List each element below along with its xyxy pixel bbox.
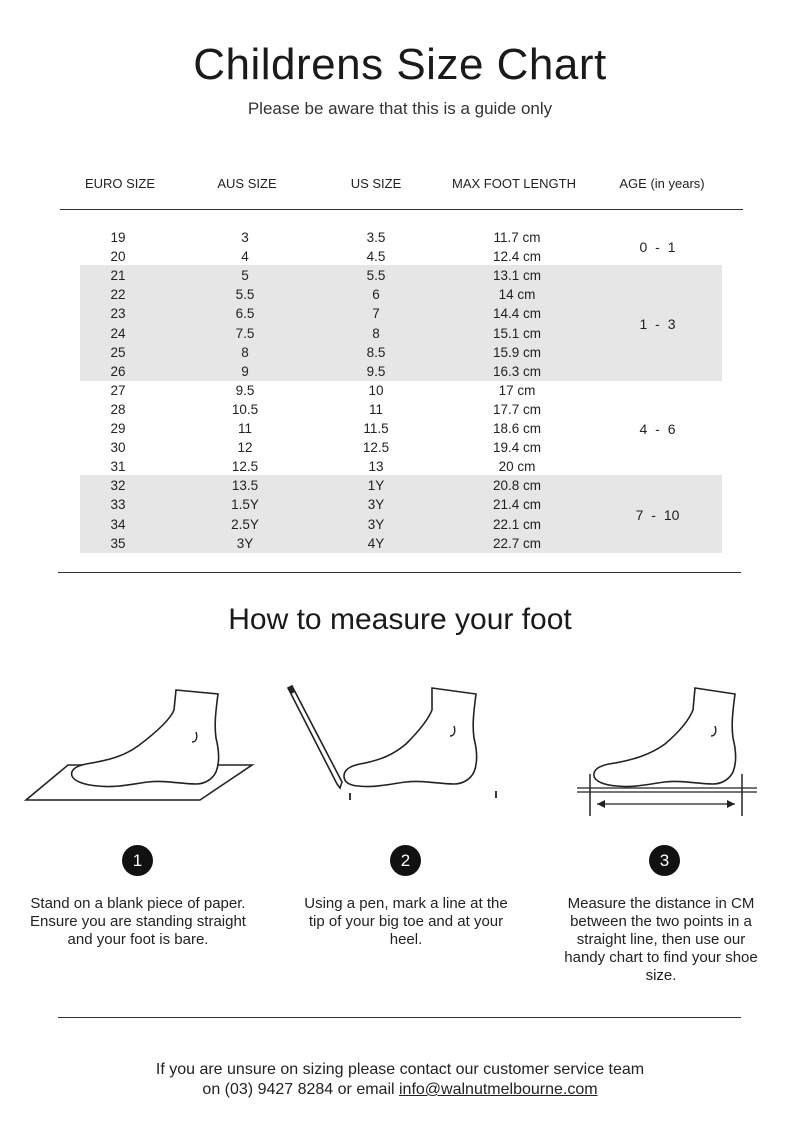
table-row bbox=[0, 476, 800, 495]
euro-size-cell: 25 bbox=[110, 344, 126, 360]
foot-length-cell: 22.1 cm bbox=[492, 516, 542, 532]
us-size-cell: 6 bbox=[372, 287, 380, 303]
foot-length-cell: 19.4 cm bbox=[492, 440, 542, 456]
footer-contact bbox=[0, 1060, 800, 1100]
age-group-label: 0 - 1 bbox=[639, 239, 676, 256]
table-bottom-rule bbox=[58, 572, 741, 573]
us-size-cell: 8.5 bbox=[366, 344, 386, 360]
us-size-cell: 3Y bbox=[367, 516, 385, 532]
aus-size-cell: 9.5 bbox=[235, 382, 255, 398]
aus-size-cell: 7.5 bbox=[235, 325, 255, 341]
aus-size-cell: 3 bbox=[241, 230, 249, 245]
aus-size-cell: 5 bbox=[241, 268, 249, 284]
page-title: Childrens Size Chart bbox=[193, 40, 607, 89]
footer-phone-text: on (03) 9427 8284 or email bbox=[202, 1081, 399, 1098]
foot-length-cell: 15.9 cm bbox=[492, 344, 542, 360]
aus-size-cell: 6.5 bbox=[235, 306, 255, 322]
us-size-cell: 11 bbox=[368, 401, 383, 417]
foot-length-cell: 17.7 cm bbox=[492, 401, 542, 417]
us-size-cell: 3.5 bbox=[366, 230, 386, 245]
aus-size-cell: 8 bbox=[241, 344, 249, 360]
age-group-label: 7 - 10 bbox=[635, 506, 680, 523]
euro-size-cell: 21 bbox=[110, 268, 126, 284]
us-size-cell: 3Y bbox=[367, 497, 385, 513]
footer-line-1: If you are unsure on sizing please contact our customer service team bbox=[155, 1061, 645, 1078]
euro-size-cell: 26 bbox=[110, 363, 126, 379]
age-group-label: 1 - 3 bbox=[639, 315, 676, 332]
foot-length-cell: 20.8 cm bbox=[492, 478, 542, 494]
euro-size-cell: 27 bbox=[110, 382, 126, 398]
foot-on-paper-illustration bbox=[20, 680, 260, 805]
us-size-cell: 8 bbox=[372, 325, 380, 341]
column-header-age: AGE (in years) bbox=[619, 176, 705, 191]
step-1-badge: 1 bbox=[122, 845, 153, 876]
euro-size-cell: 22 bbox=[110, 287, 126, 303]
table-row bbox=[0, 285, 800, 304]
table-row bbox=[0, 266, 800, 285]
aus-size-cell: 3Y bbox=[236, 535, 254, 551]
table-header bbox=[0, 176, 800, 196]
euro-size-cell: 32 bbox=[110, 478, 126, 494]
us-size-cell: 1Y bbox=[367, 478, 385, 494]
euro-size-cell: 19 bbox=[110, 230, 126, 245]
aus-size-cell: 5.5 bbox=[235, 287, 255, 303]
column-header-foot-length: MAX FOOT LENGTH bbox=[452, 176, 576, 191]
euro-size-cell: 29 bbox=[110, 421, 126, 436]
foot-length-cell: 15.1 cm bbox=[492, 325, 542, 341]
foot-length-cell: 22.7 cm bbox=[492, 535, 542, 551]
footer-line-2 bbox=[0, 1080, 800, 1100]
aus-size-cell: 2.5Y bbox=[231, 516, 259, 532]
table-row bbox=[0, 438, 800, 457]
us-size-cell: 10 bbox=[368, 382, 384, 398]
euro-size-cell: 33 bbox=[110, 497, 126, 513]
euro-size-cell: 35 bbox=[110, 535, 126, 551]
foot-length-cell: 14 cm bbox=[498, 287, 536, 303]
email-link[interactable]: info@walnutmelbourne.com bbox=[399, 1081, 598, 1098]
euro-size-cell: 24 bbox=[110, 325, 126, 341]
us-size-cell: 11.5 bbox=[363, 421, 389, 436]
measuring-illustration bbox=[575, 680, 765, 825]
table-row bbox=[0, 457, 800, 476]
euro-size-cell: 30 bbox=[110, 440, 126, 456]
euro-size-cell: 20 bbox=[110, 249, 126, 265]
euro-size-cell: 34 bbox=[110, 516, 126, 532]
column-header-euro: EURO SIZE bbox=[84, 176, 156, 191]
aus-size-cell: 11 bbox=[237, 421, 252, 436]
aus-size-cell: 12.5 bbox=[231, 459, 259, 475]
us-size-cell: 5.5 bbox=[366, 268, 386, 284]
aus-size-cell: 13.5 bbox=[231, 478, 259, 494]
step-2-badge: 2 bbox=[390, 845, 421, 876]
table-top-rule bbox=[60, 209, 743, 210]
column-header-us: US SIZE bbox=[350, 176, 402, 191]
foot-length-cell: 16.3 cm bbox=[492, 363, 542, 379]
table-row bbox=[0, 400, 800, 419]
euro-size-cell: 31 bbox=[110, 459, 126, 475]
aus-size-cell: 1.5Y bbox=[231, 497, 259, 513]
us-size-cell: 9.5 bbox=[366, 363, 386, 379]
step-3-text: Measure the distance in CM between the two points in a straight line, then use our handy chart to find your shoe size. bbox=[564, 895, 758, 984]
footer-rule bbox=[58, 1017, 741, 1018]
aus-size-cell: 9 bbox=[241, 363, 249, 379]
us-size-cell: 4.5 bbox=[366, 249, 386, 265]
table-row bbox=[0, 381, 800, 400]
foot-length-cell: 13.1 cm bbox=[492, 268, 542, 284]
foot-length-cell: 18.6 cm bbox=[492, 421, 542, 436]
page-subtitle: Please be aware that this is a guide only bbox=[247, 99, 553, 118]
pen-marking-illustration bbox=[282, 680, 522, 805]
us-size-cell: 13 bbox=[368, 459, 384, 475]
foot-length-cell: 17 cm bbox=[498, 382, 536, 398]
us-size-cell: 7 bbox=[372, 306, 380, 322]
euro-size-cell: 28 bbox=[110, 401, 126, 417]
table-row bbox=[0, 362, 800, 381]
step-3-badge: 3 bbox=[649, 845, 680, 876]
foot-length-cell: 20 cm bbox=[498, 459, 536, 475]
aus-size-cell: 4 bbox=[241, 249, 249, 265]
foot-length-cell: 11.7 cm bbox=[493, 230, 541, 245]
us-size-cell: 4Y bbox=[367, 535, 385, 551]
step-1-text: Stand on a blank piece of paper. Ensure you are standing straight and your foot is bare. bbox=[30, 895, 246, 948]
measure-title: How to measure your foot bbox=[228, 603, 572, 636]
aus-size-cell: 12 bbox=[237, 440, 253, 456]
column-header-aus: AUS SIZE bbox=[217, 176, 277, 191]
foot-length-cell: 12.4 cm bbox=[492, 249, 542, 265]
foot-length-cell: 21.4 cm bbox=[492, 497, 542, 513]
table-row bbox=[0, 343, 800, 362]
table-row bbox=[0, 534, 800, 553]
age-group-label: 4 - 6 bbox=[639, 420, 676, 437]
foot-length-cell: 14.4 cm bbox=[492, 306, 542, 322]
us-size-cell: 12.5 bbox=[362, 440, 390, 456]
step-2-text: Using a pen, mark a line at the tip of your big toe and at your heel. bbox=[304, 895, 508, 948]
euro-size-cell: 23 bbox=[110, 306, 126, 322]
aus-size-cell: 10.5 bbox=[231, 401, 259, 417]
